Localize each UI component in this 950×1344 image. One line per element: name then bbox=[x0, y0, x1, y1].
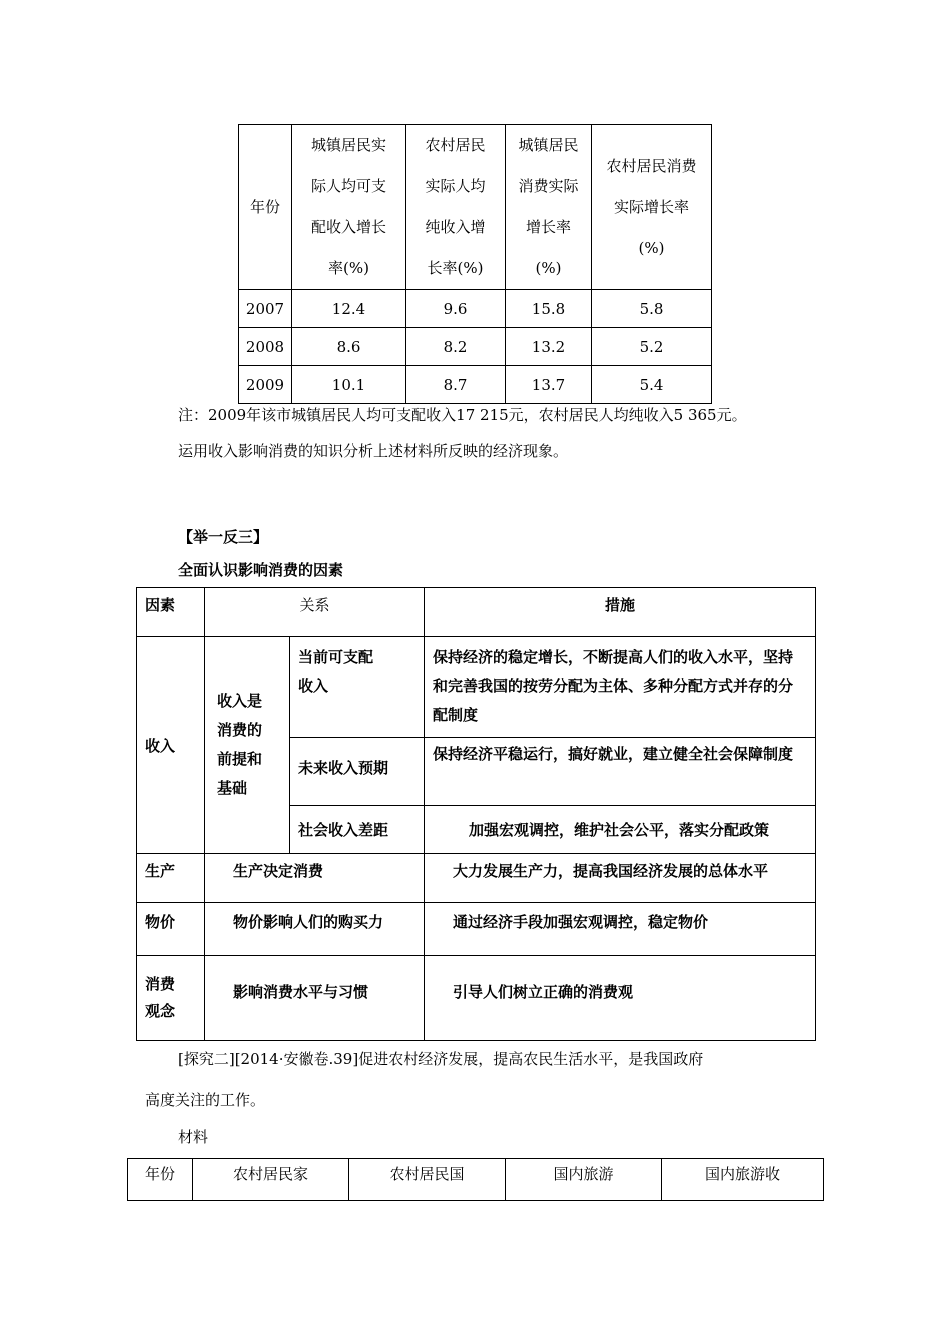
measure-future-income: 保持经济平稳运行，搞好就业，建立健全社会保障制度 bbox=[425, 738, 816, 806]
header-factor: 因素 bbox=[137, 588, 205, 637]
measure-production: 大力发展生产力，提高我国经济发展的总体水平 bbox=[425, 854, 816, 903]
material-label: 材料 bbox=[178, 1128, 209, 1146]
measure-income-gap: 加强宏观调控，维护社会公平，落实分配政策 bbox=[425, 806, 816, 854]
header-year: 年份 bbox=[239, 125, 292, 290]
relation-production: 生产决定消费 bbox=[205, 854, 425, 903]
sub-current-income: 当前可支配 收入 bbox=[290, 637, 425, 738]
header-domestic-tourism-income: 国内旅游收 bbox=[662, 1159, 824, 1201]
table-row bbox=[137, 637, 816, 738]
cell-value: 15.8 bbox=[506, 290, 592, 328]
cell-value: 5.4 bbox=[592, 366, 712, 404]
table-row bbox=[239, 290, 712, 328]
cell-year: 2008 bbox=[239, 328, 292, 366]
cell-year: 2009 bbox=[239, 366, 292, 404]
factor-income: 收入 bbox=[137, 637, 205, 854]
header-rural-resident: 农村居民国 bbox=[349, 1159, 506, 1201]
cell-value: 13.7 bbox=[506, 366, 592, 404]
cell-value: 9.6 bbox=[406, 290, 506, 328]
measure-price: 通过经济手段加强宏观调控，稳定物价 bbox=[425, 903, 816, 956]
table-row bbox=[137, 854, 816, 903]
header-relation: 关系 bbox=[205, 588, 425, 637]
header-rural-household: 农村居民家 bbox=[193, 1159, 349, 1201]
analysis-question: 运用收入影响消费的知识分析上述材料所反映的经济现象。 bbox=[178, 442, 569, 460]
sub-income-gap: 社会收入差距 bbox=[290, 806, 425, 854]
factor-consumption-concept: 消费 观念 bbox=[137, 956, 205, 1041]
cell-value: 8.6 bbox=[292, 328, 406, 366]
cell-value: 5.8 bbox=[592, 290, 712, 328]
tourism-header-row bbox=[128, 1159, 824, 1201]
table-row bbox=[239, 366, 712, 404]
table-note: 注：2009年该市城镇居民人均可支配收入17 215元，农村居民人均纯收入5 365元。 bbox=[178, 406, 747, 424]
cell-value: 12.4 bbox=[292, 290, 406, 328]
header-domestic-tourism: 国内旅游 bbox=[506, 1159, 662, 1201]
growth-rate-table bbox=[238, 124, 712, 404]
consumption-factors-table bbox=[136, 587, 816, 1041]
measure-current-income: 保持经济的稳定增长，不断提高人们的收入水平，坚持和完善我国的按劳分配为主体、多种分配方式并存的分配制度 bbox=[425, 637, 816, 738]
factors-header-row bbox=[137, 588, 816, 637]
table-row bbox=[137, 956, 816, 1041]
cell-year: 2007 bbox=[239, 290, 292, 328]
cell-value: 10.1 bbox=[292, 366, 406, 404]
cell-value: 8.7 bbox=[406, 366, 506, 404]
rural-tourism-table bbox=[127, 1158, 824, 1201]
relation-income: 收入是 消费的 前提和 基础 bbox=[205, 637, 290, 854]
relation-price: 物价影响人们的购买力 bbox=[205, 903, 425, 956]
cell-value: 5.2 bbox=[592, 328, 712, 366]
table2-title: 全面认识影响消费的因素 bbox=[178, 561, 344, 579]
explore2-line2: 高度关注的工作。 bbox=[145, 1091, 266, 1109]
table-row bbox=[137, 903, 816, 956]
explore2-line1: [探究二][2014·安徽卷.39]促进农村经济发展，提高农民生活水平，是我国政府 bbox=[178, 1050, 704, 1068]
header-year: 年份 bbox=[128, 1159, 193, 1201]
header-urban-consumption-growth: 城镇居民 消费实际 增长率 (%) bbox=[506, 125, 592, 290]
factor-price: 物价 bbox=[137, 903, 205, 956]
cell-value: 13.2 bbox=[506, 328, 592, 366]
header-measure: 措施 bbox=[425, 588, 816, 637]
growth-table-header-row bbox=[239, 125, 712, 290]
measure-consumption-concept: 引导人们树立正确的消费观 bbox=[425, 956, 816, 1041]
header-rural-consumption-growth: 农村居民消费 实际增长率 (%) bbox=[592, 125, 712, 290]
header-rural-income-growth: 农村居民 实际人均 纯收入增 长率(%) bbox=[406, 125, 506, 290]
cell-value: 8.2 bbox=[406, 328, 506, 366]
sub-future-income: 未来收入预期 bbox=[290, 738, 425, 806]
section-title: 【举一反三】 bbox=[178, 528, 269, 546]
header-urban-income-growth: 城镇居民实 际人均可支 配收入增长 率(%) bbox=[292, 125, 406, 290]
factor-production: 生产 bbox=[137, 854, 205, 903]
relation-consumption-concept: 影响消费水平与习惯 bbox=[205, 956, 425, 1041]
table-row bbox=[239, 328, 712, 366]
